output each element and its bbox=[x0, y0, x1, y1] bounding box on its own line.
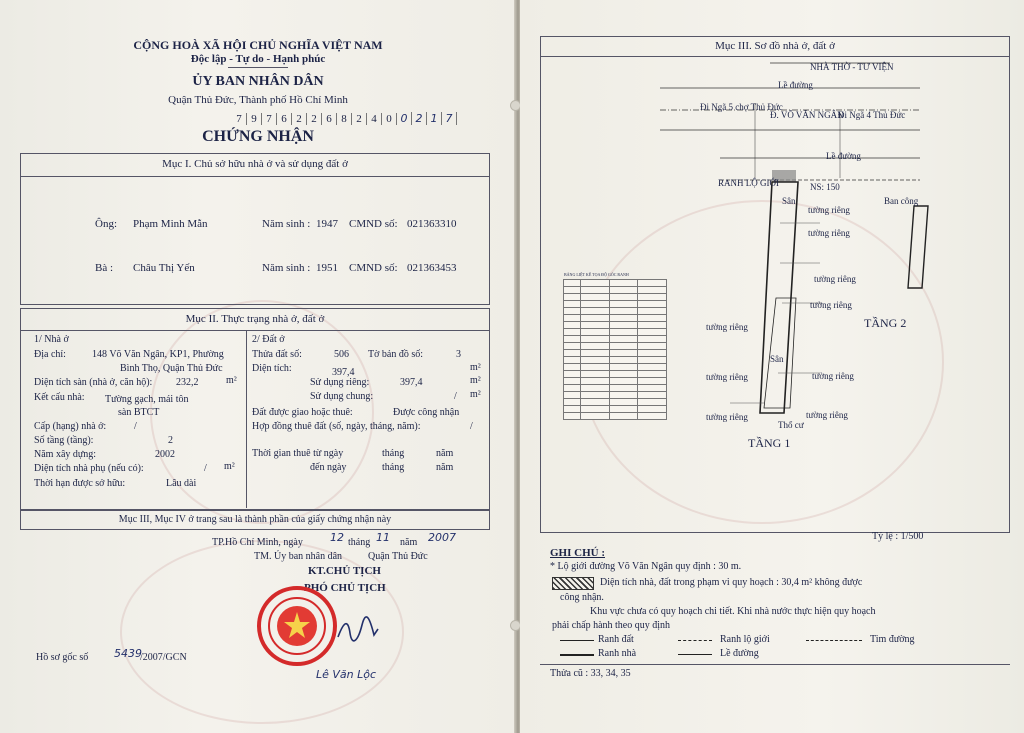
owner1-prefix: Ông: bbox=[95, 218, 117, 230]
road-edge-label-top: Lề đường bbox=[778, 80, 813, 90]
neighbor-wall-label: tường riêng bbox=[706, 412, 748, 422]
lease-from-month-label: tháng bbox=[382, 448, 405, 459]
lease-label: Hợp đồng thuê đất (số, ngày, tháng, năm): bbox=[252, 421, 421, 432]
serial-digit: 2 bbox=[292, 113, 307, 125]
on-behalf: TM. Ủy ban nhân dân bbox=[254, 551, 343, 562]
serial-digit: 8 bbox=[337, 113, 352, 125]
owner1-name: Phạm Minh Mẫn bbox=[133, 218, 208, 230]
road-edge-label: Lề đường bbox=[826, 151, 861, 161]
serial-digit: 7 bbox=[442, 112, 457, 125]
legend-land-boundary: Ranh đất bbox=[598, 634, 634, 645]
signer-name: Lê Văn Lộc bbox=[316, 668, 377, 681]
legend-centerline-label: Tim đường bbox=[870, 634, 915, 645]
serial-digit: 6 bbox=[322, 113, 337, 125]
neighbor-wall-label: tường riêng bbox=[706, 372, 748, 382]
neighbor-wall-label: tường riêng bbox=[812, 371, 854, 381]
shared-label: Sử dụng chung: bbox=[310, 391, 374, 402]
structure-label: Kết cấu nhà: bbox=[34, 392, 85, 403]
signing-day: 12 bbox=[330, 531, 344, 544]
lease-from-year-label: năm bbox=[436, 448, 454, 459]
owner1-id: 021363310 bbox=[407, 218, 457, 230]
private-label: Sử dụng riêng: bbox=[310, 377, 370, 388]
note-planning-area: Diện tích nhà, đất trong phạm vi quy hoạch : 30,4 m² không được bbox=[600, 577, 863, 588]
signing-month-label: tháng bbox=[348, 537, 371, 548]
year-built: 2002 bbox=[155, 449, 175, 460]
owner1-id-label: CMND số: bbox=[349, 218, 398, 230]
divider bbox=[540, 664, 1010, 665]
allocation-label: Đất được giao hoặc thuê: bbox=[252, 407, 353, 418]
private-area: 397,4 bbox=[400, 377, 423, 388]
signing-place: TP.Hồ Chí Minh, ngày bbox=[212, 537, 303, 548]
section-diagram-heading: Mục III. Sơ đồ nhà ở, đất ở bbox=[715, 40, 835, 52]
floor-area-label: Diện tích sàn (nhà ở, căn hộ): bbox=[34, 377, 153, 388]
address-label: Địa chỉ: bbox=[34, 349, 66, 360]
serial-digit: 9 bbox=[247, 113, 262, 125]
address-line2: Bình Thọ, Quận Thủ Đức bbox=[120, 363, 223, 374]
divider bbox=[20, 330, 490, 331]
map-sheet: 3 bbox=[456, 349, 461, 360]
neighbor-wall-label: tường riêng bbox=[706, 322, 748, 332]
signing-month: 11 bbox=[376, 531, 390, 544]
section-property-heading: Mục II. Thực trạng nhà ở, đất ở bbox=[185, 313, 325, 325]
serial-digit: 4 bbox=[367, 113, 382, 125]
original-file-label: Hồ sơ gốc số bbox=[36, 652, 89, 663]
motto: Độc lập - Tự do - Hạnh phúc bbox=[190, 53, 326, 65]
owner2-id: 021363453 bbox=[407, 262, 457, 274]
address-line1: 148 Võ Văn Ngân, KP1, Phường bbox=[92, 349, 224, 360]
serial-digit: 2 bbox=[352, 113, 367, 125]
lease-to-month-label: tháng bbox=[382, 462, 405, 473]
house-number-label: NS: 150 bbox=[810, 182, 840, 192]
on-behalf-district: Quận Thủ Đức bbox=[368, 551, 428, 562]
lease-to-year-label: năm bbox=[436, 462, 454, 473]
serial-digit: 2 bbox=[412, 112, 427, 125]
neighbor-wall-label: tường riêng bbox=[808, 228, 850, 238]
floor-area-unit: m² bbox=[226, 375, 237, 386]
owner2-birth-label: Năm sinh : bbox=[262, 262, 311, 274]
land-area: 397,4 bbox=[332, 367, 355, 378]
divider bbox=[540, 56, 1010, 57]
certificate-right-page bbox=[520, 0, 1024, 733]
lease-to-label: đến ngày bbox=[310, 462, 347, 473]
term: Lâu dài bbox=[166, 478, 197, 489]
serial-digit: 0 bbox=[397, 112, 412, 125]
area-label: Diện tích: bbox=[252, 363, 292, 374]
legend-road-boundary: Ranh lộ giới bbox=[720, 634, 770, 645]
land-area-unit: m² bbox=[470, 362, 481, 373]
balcony-label: Ban công bbox=[884, 196, 919, 206]
grade-label: Cấp (hạng) nhà ở: bbox=[34, 421, 107, 432]
yard-label: Sân bbox=[770, 354, 784, 364]
legend-road-line bbox=[678, 640, 712, 641]
land-title: 2/ Đất ở bbox=[252, 334, 285, 345]
note-road-boundary: * Lộ giới đường Võ Văn Ngân quy định : 30 m. bbox=[550, 561, 742, 572]
official-seal bbox=[256, 585, 338, 667]
coordinate-table bbox=[563, 279, 667, 420]
owner2-birth: 1951 bbox=[316, 262, 338, 274]
neighbor-wall-label: tường riêng bbox=[808, 205, 850, 215]
owner1-birth-label: Năm sinh : bbox=[262, 218, 311, 230]
house-title: 1/ Nhà ở bbox=[34, 334, 69, 345]
notes-title: GHI CHÚ : bbox=[550, 547, 605, 559]
neighbor-wall-label: tường riêng bbox=[806, 410, 848, 420]
serial-digit: 0 bbox=[382, 113, 397, 125]
kt-chairman: KT.CHỦ TỊCH bbox=[308, 565, 381, 577]
year-label: Năm xây dựng: bbox=[34, 449, 97, 460]
legend-house-line bbox=[560, 654, 594, 656]
serial-digit: 7 bbox=[262, 113, 277, 125]
district: Quận Thủ Đức, Thành phố Hồ Chí Minh bbox=[168, 94, 348, 106]
floor1-label: TẦNG 1 bbox=[748, 436, 791, 450]
toilet-label: Thổ cư bbox=[778, 420, 804, 430]
legend-road-edge-line bbox=[678, 654, 712, 655]
legend-centerline bbox=[806, 640, 862, 641]
serial-digit: 1 bbox=[427, 112, 442, 125]
annex-unit: m² bbox=[224, 461, 235, 472]
deputy-chairman: PHÓ CHỦ TỊCH bbox=[304, 582, 386, 594]
planning-hatch-swatch bbox=[552, 577, 594, 590]
note-recognized: công nhận. bbox=[560, 592, 604, 603]
owner1-birth: 1947 bbox=[316, 218, 338, 230]
lease-term-label: Thời gian thuê từ ngày bbox=[252, 448, 344, 459]
floor2-label: TẦNG 2 bbox=[864, 316, 907, 330]
neighbor-wall-label: tường riêng bbox=[814, 274, 856, 284]
grade: / bbox=[134, 421, 137, 432]
lease: / bbox=[470, 421, 473, 432]
neighbor-wall-label: tường riêng bbox=[810, 300, 852, 310]
divider bbox=[20, 176, 490, 177]
committee: ỦY BAN NHÂN DÂN bbox=[192, 74, 324, 89]
section-owner-heading: Mục I. Chủ sở hữu nhà ở và sử dụng đất ở bbox=[162, 158, 348, 170]
continuation-note: Mục III, Mục IV ở trang sau là thành phần của giấy chứng nhận này bbox=[118, 514, 392, 525]
plot-label: Thửa đất số: bbox=[252, 349, 302, 360]
legend-road-edge: Lề đường bbox=[720, 648, 759, 659]
floors: 2 bbox=[168, 435, 173, 446]
serial-number bbox=[232, 112, 457, 126]
floors-label: Số tầng (tầng): bbox=[34, 435, 94, 446]
right-junction-label: Đi Ngã 4 Thủ Đức bbox=[838, 110, 906, 120]
allocation: Được công nhận bbox=[393, 407, 460, 418]
legend-land-line bbox=[560, 640, 594, 641]
annex: / bbox=[204, 463, 207, 474]
signature bbox=[334, 615, 380, 645]
boundary-label: RANH LỘ GIỚI bbox=[718, 178, 779, 188]
signing-year-label: năm bbox=[400, 537, 418, 548]
owner2-name: Châu Thị Yến bbox=[133, 262, 195, 274]
note-unplanned-line1: Khu vực chưa có quy hoạch chi tiết. Khi nhà nước thực hiện quy hoạch bbox=[590, 606, 876, 617]
shared-area: / bbox=[454, 391, 457, 402]
legend-house-boundary: Ranh nhà bbox=[598, 648, 637, 659]
republic-heading: CỘNG HOÀ XÃ HỘI CHỦ NGHĨA VIỆT NAM bbox=[133, 38, 383, 52]
term-label: Thời hạn được sở hữu: bbox=[34, 478, 126, 489]
scale-label: Tỷ lệ : 1/500 bbox=[872, 531, 924, 542]
structure-line1: Tường gạch, mái tôn bbox=[105, 394, 189, 405]
original-file-suffix: /2007/GCN bbox=[140, 652, 187, 663]
left-junction-label: Đi Ngã 5 chợ Thủ Đức bbox=[700, 102, 783, 112]
owner2-id-label: CMND số: bbox=[349, 262, 398, 274]
coord-table-title: BẢNG LIỆT KÊ TỌA ĐỘ GÓC RANH bbox=[564, 272, 629, 277]
old-plots: Thửa cũ : 33, 34, 35 bbox=[550, 668, 631, 679]
floor-area: 232,2 bbox=[176, 377, 199, 388]
column-divider bbox=[246, 330, 247, 508]
original-file-number: 5439 bbox=[114, 647, 142, 660]
yard-label: Sân bbox=[782, 196, 796, 206]
street-label: Đ. VÕ VĂN NGÂN bbox=[770, 110, 844, 120]
signing-year: 2007 bbox=[428, 531, 456, 544]
annex-label: Diện tích nhà phụ (nếu có): bbox=[34, 463, 144, 474]
top-road-label: NHÀ THỜ - TƯ VIỆN bbox=[810, 62, 894, 72]
serial-digit: 2 bbox=[307, 113, 322, 125]
private-unit: m² bbox=[470, 375, 481, 386]
certificate-title: CHỨNG NHẬN bbox=[202, 128, 314, 145]
map-label: Tờ bản đồ số: bbox=[368, 349, 424, 360]
structure-line2: sàn BTCT bbox=[118, 407, 160, 418]
shared-unit: m² bbox=[470, 389, 481, 400]
motto-underline bbox=[228, 67, 288, 68]
note-unplanned-line2: phải chấp hành theo quy định bbox=[552, 620, 671, 631]
owner2-prefix: Bà : bbox=[95, 262, 114, 274]
plot: 506 bbox=[334, 349, 349, 360]
serial-digit: 7 bbox=[232, 113, 247, 125]
serial-digit: 6 bbox=[277, 113, 292, 125]
